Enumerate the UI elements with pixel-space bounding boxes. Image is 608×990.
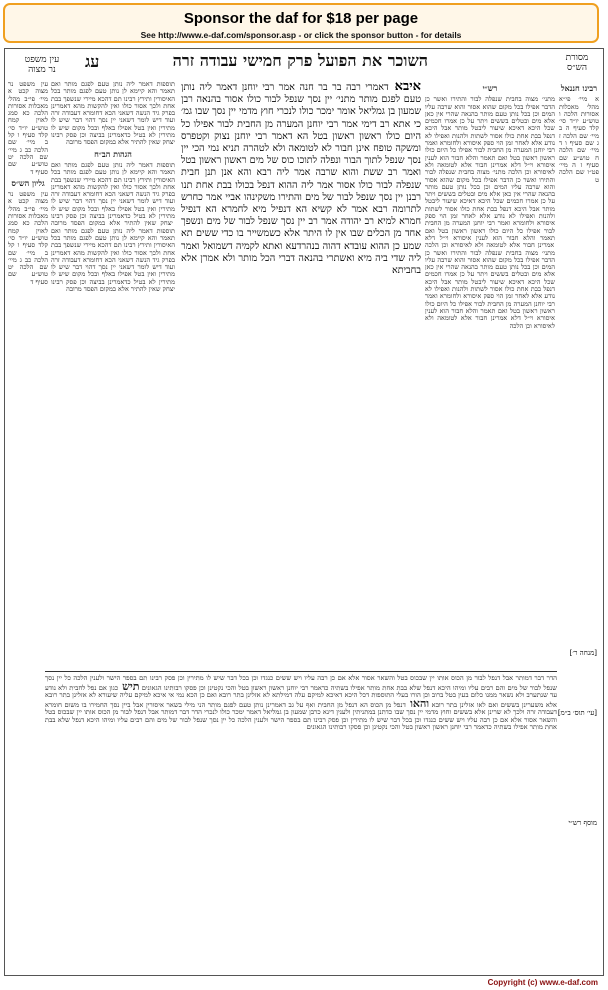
gilyon-label: גליון הש״ס [11,177,45,188]
talmud-page [4,48,604,976]
lower-text-bottom: דנפל מן הכוס הא דנפל מן החבית ואף על גב דאמרינן נותן טעם לפגם מותר הני מילי בשאר איסורין אבל ביין נסך החמירו בו משום חומרא דעבודה זרה ולכך לא שרינן אלא בששים וחוץ מדמי יין נסך שבו כדתנן במתניתין ולענין דינא כרבן שמעון בן גמליאל דאמר ימכר כולו לנכרי [45,700,557,716]
rashi-text: מתני׳ מצוה בחבית שנפלה לבור והתירו ואשר כן הדבר אפילו בכל מקום שהוא אסור והוא שרבה עליו המים וכן בכל נותן טעם מותר בהנאה שהרי אין כאן אלא מים ובטלים בששים ויתר על כן אמרו חכמים שכל היכא דאיכא שיעור ליבטל מותר אבל היכא דנפל בבת אחת כולו אסור לשתות ולהנות ואפילו לא נודע אלא לאחר זמן הוי ספק איסורא ולחומרא ואמר רבי יוחנן המערה מן החבית לבור אפילו כל היום כולו ראשון ראשון בטל ואם תאמר והלא חבור הוא לענין איסורא וי״ל דלא אמרינן חבור אלא לטומאה ולא לאיסורא וכן הלכה [425,95,555,177]
tosafot-text: תוספות דאמר ליה נותן טעם לפגם מותר ואם תאמר והא קיימא לן נותן טעם לפגם מותר בכל האיסורין ותירץ רבינו תם דהכא מיירי שנשפך בבת אחת ולכך אסור כולו ואין להקשות מהא דאמרינן בפרק גיד הנשה דשאני הכא דחומרא דעבודה זרה ועוד דיש לומר דשאני יין נסך דהוי דבר שיש לו מתירין ואין בטל אפילו באלף ובכל מקום שיש לו מתירין לא בטיל כדאמרינן בביצה וכן פסק רבינו יצחק שאין להתיר אלא במקום הפסד מרובה [51,81,175,147]
lower-dibbur-hamatchil-1: תיש [118,679,140,693]
hagahot-label: הגהות הב״ח [94,148,132,159]
ein-mishpat-label: עין משפט נר מצוה [24,55,60,75]
lower-commentary-block [45,669,557,969]
outer-left-column [8,81,48,641]
tosafot-text-continued-2: תוספות דאמר ליה נותן טעם לפגם מותר ואם תאמר והא קיימא לן נותן טעם לפגם מותר בכל האיסורין ותירץ רבינו תם דהכא מיירי שנשפך בבת אחת ולכך אסור כולו ואין להקשות מהא דאמרינן בפרק גיד הנשה דשאני הכא דחומרא דעבודה זרה ועוד דיש לומר דשאני יין נסך דהוי דבר שיש לו מתירין ואין בטל אפילו באלף ובכל מקום שיש לו מתירין לא בטיל כדאמרינן בביצה וכן פסק רבינו יצחק שאין להתיר אלא במקום הפסד מרובה [51,226,175,294]
mesorat-hashas-label: מסורת הש״ס [565,53,589,73]
rashi-text-continued: מתני׳ מצוה בחבית שנפלה לבור והתירו ואשר כן הדבר אפילו בכל מקום שהוא אסור והוא שרבה עליו המים וכן בכל נותן טעם מותר בהנאה שהרי אין כאן אלא מים ובטלים בששים ויתר על כן אמרו חכמים שכל היכא דאיכא שיעור ליבטל מותר אבל היכא דנפל בבת אחת כולו אסור לשתות ולהנות ואפילו לא נודע אלא לאחר זמן הוי ספק איסורא ולחומרא ואמר רבי יוחנן המערה מן החבית לבור אפילו כל היום כולו ראשון ראשון בטל ואם תאמר והלא חבור הוא לענין איסורא וי״ל דלא אמרינן חבור אלא לטומאה ולא לאיסורא וכן הלכה [425,168,555,250]
folio-number: עג [85,52,100,71]
margin-note-3: מוסף רש״י [568,819,597,827]
page-header [5,49,603,79]
rashi-text-continued-2: מתני׳ מצוה בחבית שנפלה לבור והתירו ואשר כן הדבר אפילו בכל מקום שהוא אסור והוא שרבה עליו המים וכן בכל נותן טעם מותר בהנאה שהרי אין כאן אלא מים ובטלים בששים ויתר על כן אמרו חכמים שכל היכא דאיכא שיעור ליבטל מותר אבל היכא דנפל בבת אחת כולו אסור לשתות ולהנות ואפילו לא נודע אלא לאחר זמן הוי ספק איסורא ולחומרא ואמר רבי יוחנן המערה מן החבית לבור אפילו כל היום כולו ראשון ראשון בטל ואם תאמר והלא חבור הוא לענין איסורא וי״ל דלא אמרינן חבור אלא לטומאה ולא לאיסורא וכן הלכה [425,248,555,330]
chapter-title: השוכר את הפועל פרק חמישי עבודה זרה [172,51,428,70]
tosafot-text-continued: תוספות דאמר ליה נותן טעם לפגם מותר ואם תאמר והא קיימא לן נותן טעם לפגם מותר בכל האיסורין ותירץ רבינו תם דהכא מיירי שנשפך בבת אחת ולכך אסור כולו ואין להקשות מהא דאמרינן בפרק גיד הנשה דשאני הכא דחומרא דעבודה זרה ועוד דיש לומר דשאני יין נסך דהוי דבר שיש לו מתירין ואין בטל אפילו באלף ובכל מקום שיש לו מתירין לא בטיל כדאמרינן בביצה וכן פסק רבינו יצחק שאין להתיר אלא במקום הפסד מרובה [51,160,175,228]
lower-dibbur-hamatchil-2: והאו [405,696,430,710]
rashi-label: רש״י [482,83,498,93]
margin-note-2: [עי׳ תוס׳ ב״מ] [557,709,597,717]
outer-right-label: רבינו חננאל [560,83,598,93]
outer-right-column [559,81,599,641]
sponsor-subtitle[interactable]: See http://www.e-daf.com/sponsor.asp - or click the sponsor button - for details [140,30,462,40]
rashi-column [425,81,555,661]
lower-text-top-repeat: הדר דבר דמותר אבל דנפל לבור מן הכוס אותו יין שבכוס בטל והשאר אסור אלא אם כן רבה עליו ויש ששים כנגדו וכן בכל דבר שיש לו מתירין וכן פסק רבינו תם בספר הישר ולענין הלכה כל יין נסך שנפל לבור של מים והם רבים עליו ומיהו היכא דנפל שלא בבת אחת מותר אפילו בשתיה כדאמר רבי יוחנן ראשון ראשון בטל והכי נקטינן וכן פסקו רבותינו הגאונים [45,708,557,731]
lower-text-mid: כגון אם נפל לחבית ולא נודע עד שנתערב ולא נשאר ממנו כלום בעין בטל ברוב וכן הורו בעלי התוספות דכל היכא דאיכא למיקם עלה דמילתא לא אזלינן בתר רובא ואם כן הכא נמי אי איכא למיקם עליה שיעורא לא אזלינן בתר רובא אלא משערינן בששים ואם לאו אזלינן בתר רובא [45,683,557,709]
divider [45,671,557,672]
sponsor-title[interactable]: Sponsor the daf for $18 per page [183,10,419,27]
gemara-text: דאמרי רבה בר בר חנה אמר רבי יוחנן דאמר ליה נותן טעם לפגם מותר מתני׳ יין נסך שנפל לבור כולו אסור בהנאה רבן שמעון בן גמליאל אומר ימכר כולו לנכרי חוץ מדמי יין נסך שבו גמ׳ כי אתא רב דימי אמר רבי יוחנן המערה מן החבית לבור אפילו כל היום כולו ראשון ראשון בטל הא דאמר רבי יוחנן נצוק וקטפרס ומשקה טופח אינן חבור לא לטומאה ולא לטהרה תניא נמי הכי יין נסך שנפל לתוך הבור ונפלה לתוכו כוס של מים ראשון ראשון בטל ואמר רב ששת והוא שרבה אמר ליה רבא והא אנן תנן חבית שנפלה לבור כולו אסור אמר ליה ההוא דנפל בכולו בבת אחת תנו רבנן יין נסך שנפל לבור של מים והתירו משקינהו אביי אמר כחרש לתרומה רבא אמר לא קשיא הא דנפיל מיא לחמרא הא דנפיל חמרא למיא רב יהודה אמר רב יין נסך שנפל לבור של מים ונשפך אחד מן הכלים שבו אין לו היתר אלא כשמשייר בו כדי ששים תא שמע כן ההוא עובדא דהוה בנהרדעא ואתא לקמיה דשמואל ואמר ליה שדי ביה מיא ואשתרי בהנאה דברי הכל מותר ולא אמרן אלא בחביתא [181,82,421,277]
sponsor-banner[interactable] [3,3,599,43]
gemara-opening-word: איבא [388,81,421,94]
lower-text-top: הדר דבר דמותר אבל דנפל לבור מן הכוס אותו יין שבכוס בטל והשאר אסור אלא אם כן רבה עליו ויש ששים כנגדו וכן בכל דבר שיש לו מתירין וכן פסק רבינו תם בספר הישר ולענין הלכה כל יין נסך שנפל לבור של מים והם רבים עליו ומיהו היכא דנפל שלא בבת אחת מותר אפילו בשתיה כדאמר רבי יוחנן ראשון ראשון בטל והכי נקטינן וכן פסקו רבותינו הגאונים [45,674,557,692]
tosafot-column [51,81,175,661]
gemara-text-block [181,81,421,661]
margin-note-1: [מנחה ר׳] [569,649,597,657]
outer-left-text-continued: עין משפט נר מצוה קכט א מיי׳ פי״ב מהל׳ מאכלות אסורות הלכה כא סמג לאוין קמח טוש״ע יו״ד סי׳ קלד סעיף ו קל ב מיי׳ שם הלכה כב ג מיי׳ שם הלכה יט טוש״ע שם סעיף ד [8,190,48,286]
outer-left-text: עין משפט נר מצוה קכט א מיי׳ פי״ב מהל׳ מאכלות אסורות הלכה כא סמג לאוין קמח טוש״ע יו״ד סי׳ קלד סעיף ו קל ב מיי׳ שם הלכה כב ג מיי׳ שם הלכה יט טוש״ע שם סעיף ד [8,81,48,176]
copyright-link[interactable]: Copyright (c) www.e-daf.com [487,978,598,987]
outer-right-text: א מיי׳ פי״א מהל׳ מאכלות אסורות הלכה ו טוש״ע יו״ד סי׳ קלד סעיף ה ב מיי׳ שם הלכה ז ג שם סעיף ו ד מיי׳ שם הלכה ח טוש״ע שם סעיף ז ה מיי׳ פט״ו שם הלכה ט [559,95,599,184]
